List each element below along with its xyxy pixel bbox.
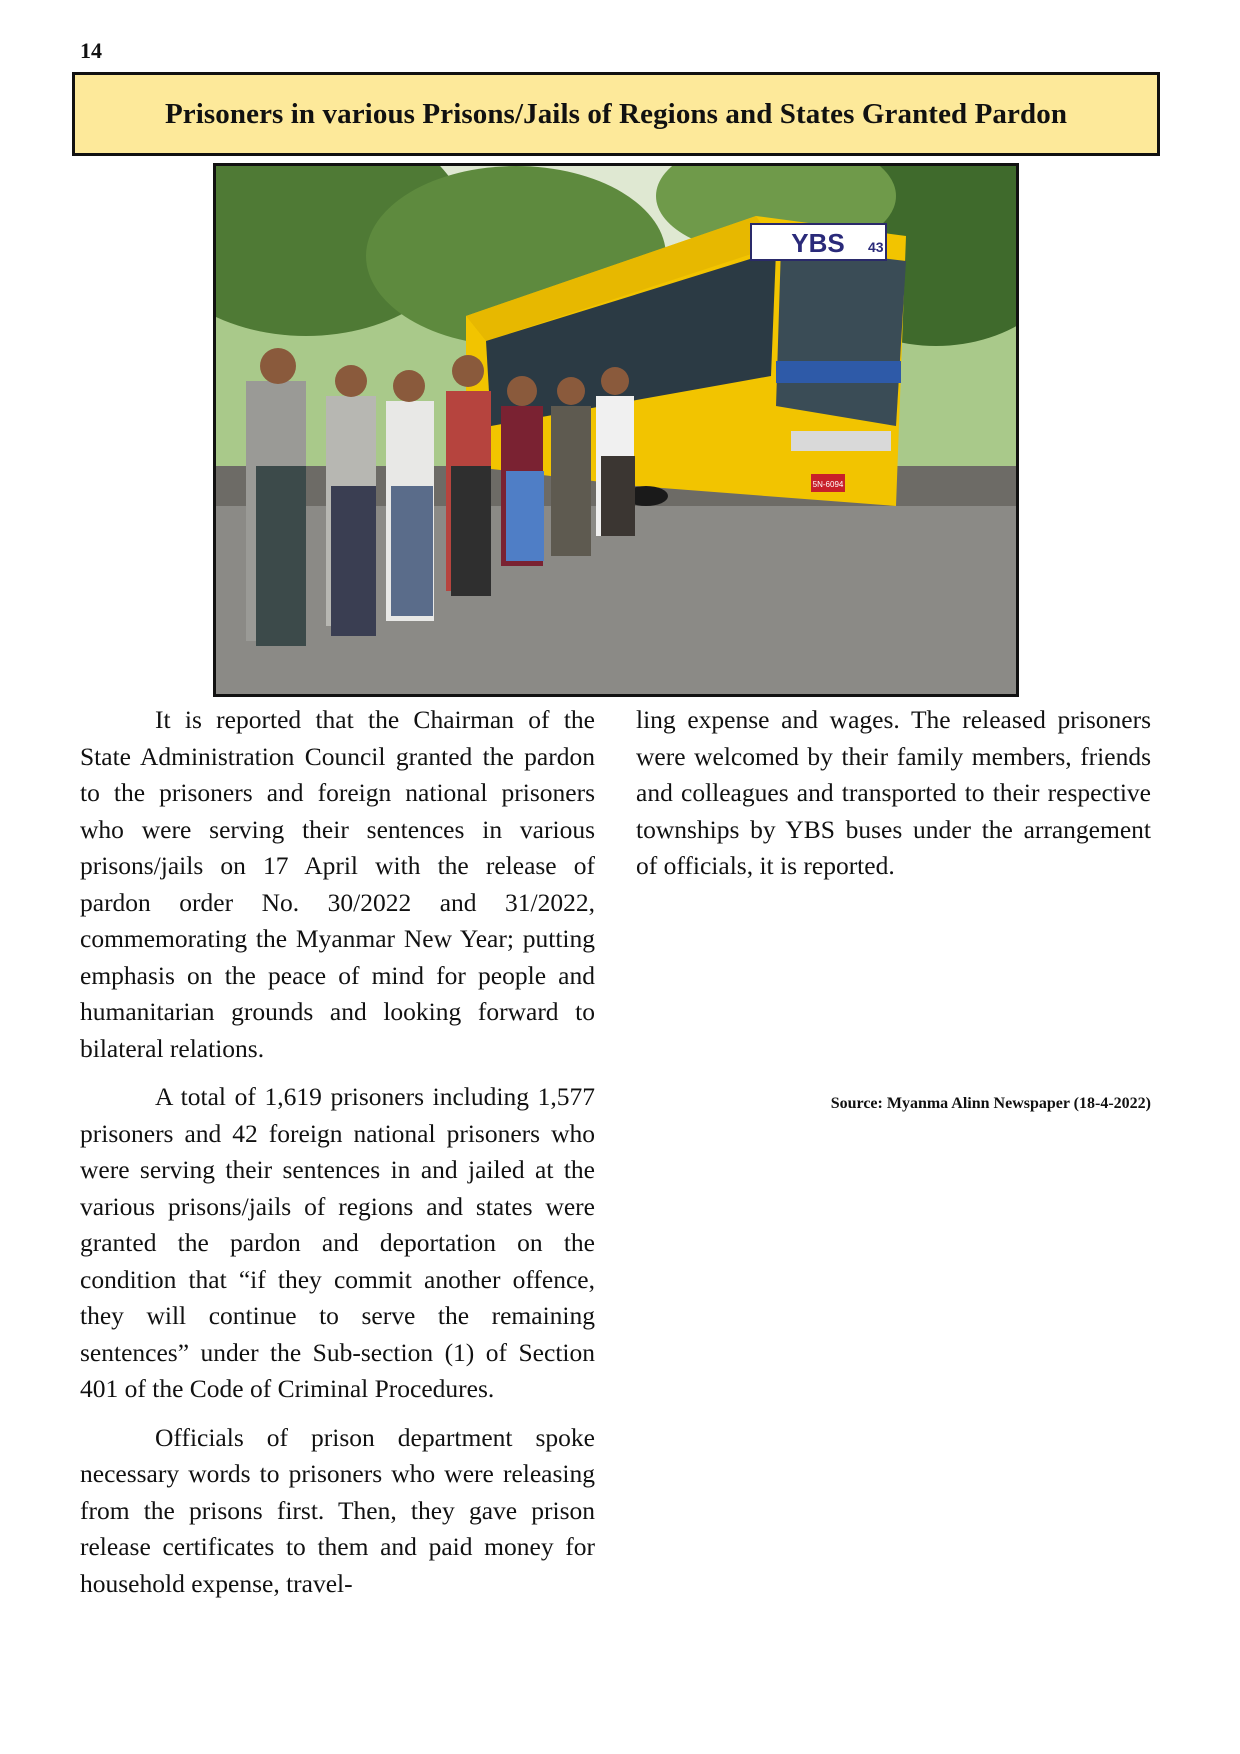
bus-plate: 5N-6094 bbox=[812, 480, 844, 489]
source-citation: Source: Myanma Alinn Newspaper (18-4-2022) bbox=[830, 1095, 1151, 1112]
article-photo bbox=[213, 163, 1019, 697]
article-title-box bbox=[72, 72, 1160, 156]
article-body-right-column bbox=[636, 702, 1151, 897]
article-paragraph: A total of 1,619 prisoners including 1,577 prisoners and 42 foreign national prisoners who were serving their sentences in and jailed at the various prisons/jails of regions and states were granted the pardon and deportation on the condition that “if they commit another offence, they will continue to serve the remaining sentences” under the Sub-section (1) of Section 401 of the Code of Criminal Procedures. bbox=[80, 1082, 595, 1403]
article-paragraph: Officials of prison department spoke necessary words to prisoners who were releasing from the prisons first. Then, they gave prison release certificates to them and paid money for household expense, travel- bbox=[80, 1422, 595, 1598]
article-paragraph-continuation: ling expense and wages. The released prisoners were welcomed by their family members, friends and colleagues and transported to their respective townships by YBS buses under the arrangement of officials, it is reported. bbox=[636, 705, 1151, 880]
article-paragraph: It is reported that the Chairman of the State Administration Council granted the pardon to the prisoners and foreign national prisoners who were serving their sentences in various prisons/jails on 17 April with the release of pardon order No. 30/2022 and 31/2022, commemorating the Myanmar New Year; putting emphasis on the peace of mind for people and humanitarian grounds and looking forward to bilateral relations. bbox=[80, 705, 595, 1063]
page-number: 14 bbox=[80, 38, 102, 63]
bus-boarding-illustration bbox=[216, 166, 1016, 694]
bus-route-sign: YBS bbox=[791, 228, 845, 258]
bus-route-number: 43 bbox=[868, 239, 884, 255]
article-title: Prisoners in various Prisons/Jails of Regions and States Granted Pardon bbox=[164, 97, 1068, 130]
article-body-left-column bbox=[80, 702, 595, 1614]
